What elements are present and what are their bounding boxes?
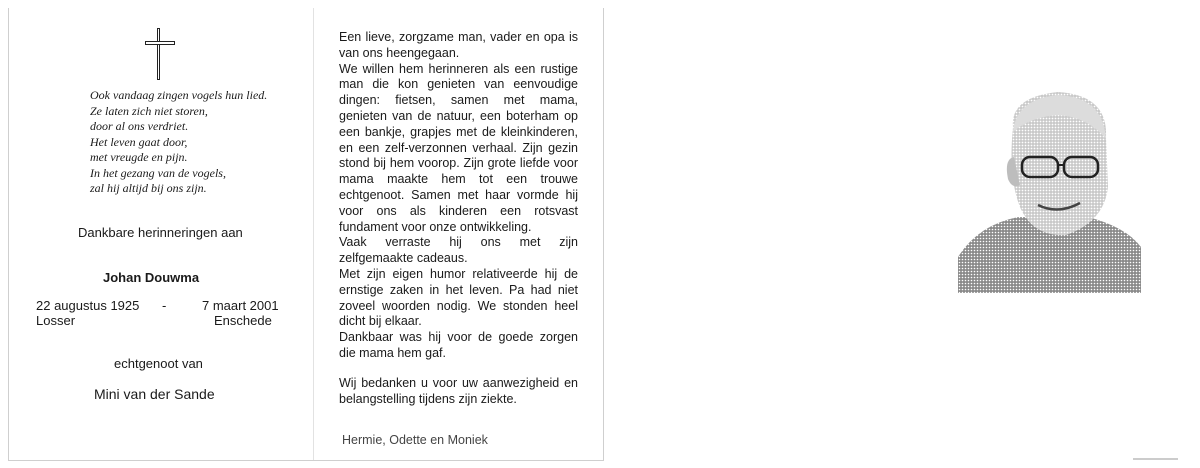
poem-line: Ook vandaag zingen vogels hun lied. [90,88,268,102]
remembrance-heading: Dankbare herinneringen aan [78,225,243,240]
poem-line: Ze laten zich niet storen, [90,103,208,118]
poem [90,88,300,197]
fold-line [313,8,314,460]
cross-icon [145,28,175,80]
tribute-paragraph: Vaak verraste hij ons met zijn zelfgemaakte cadeaus. [339,235,578,266]
tribute-paragraph: Een lieve, zorgzame man, vader en opa is van ons heengegaan. [339,30,578,60]
poem-line: zal hij altijd bij ons zijn. [90,181,207,195]
scan-mark [1133,458,1178,460]
death-date: 7 maart 2001 [202,298,279,313]
portrait-photo [958,87,1141,293]
memorial-card [8,8,604,461]
tribute-paragraph: Dankbaar was hij voor de goede zorgen die mama hem gaf. [339,330,578,360]
poem-line: Het leven gaat door, [90,134,188,149]
birth-date: 22 augustus 1925 [36,298,140,313]
signature: Hermie, Odette en Moniek [342,433,488,447]
poem-line: In het gezang van de vogels, [90,165,226,180]
deceased-name: Johan Douwma [103,270,200,285]
date-separator: - [162,298,167,313]
thanks-paragraph: Wij bedanken u voor uw aanwezigheid en belangstelling tijdens zijn ziekte. [339,375,578,406]
tribute-paragraph: Met zijn eigen humor relativeerde hij de ernstige zaken in het leven. Pa had niet zoveel woorden nodig. We stonden heel dicht bij elkaar. [339,266,578,329]
tribute-text [339,30,578,407]
poem-line: door al ons verdriet. [90,119,189,133]
tribute-paragraph: We willen hem herinneren als een rustige man die kon genieten van eenvoudige dingen: fietsen, samen met mama, genieten van de natuur, een boterham op een bankje, grapjes met de kleinkinderen, en een zelf-verzonnen verhaal. Zijn gezin stond bij hem voorop. Zijn grote liefde voor mama maakte hem tot een trouwe echtgenoot. Samen met haar vormde hij voor ons als kinderen een rotsvast fundament voor onze ontwikkeling. [339,61,578,234]
poem-line: met vreugde en pijn. [90,150,188,164]
spouse-label: echtgenoot van [114,356,203,371]
birth-place: Losser [36,313,76,328]
death-place: Enschede [214,313,272,328]
spouse-name: Mini van der Sande [94,386,215,402]
